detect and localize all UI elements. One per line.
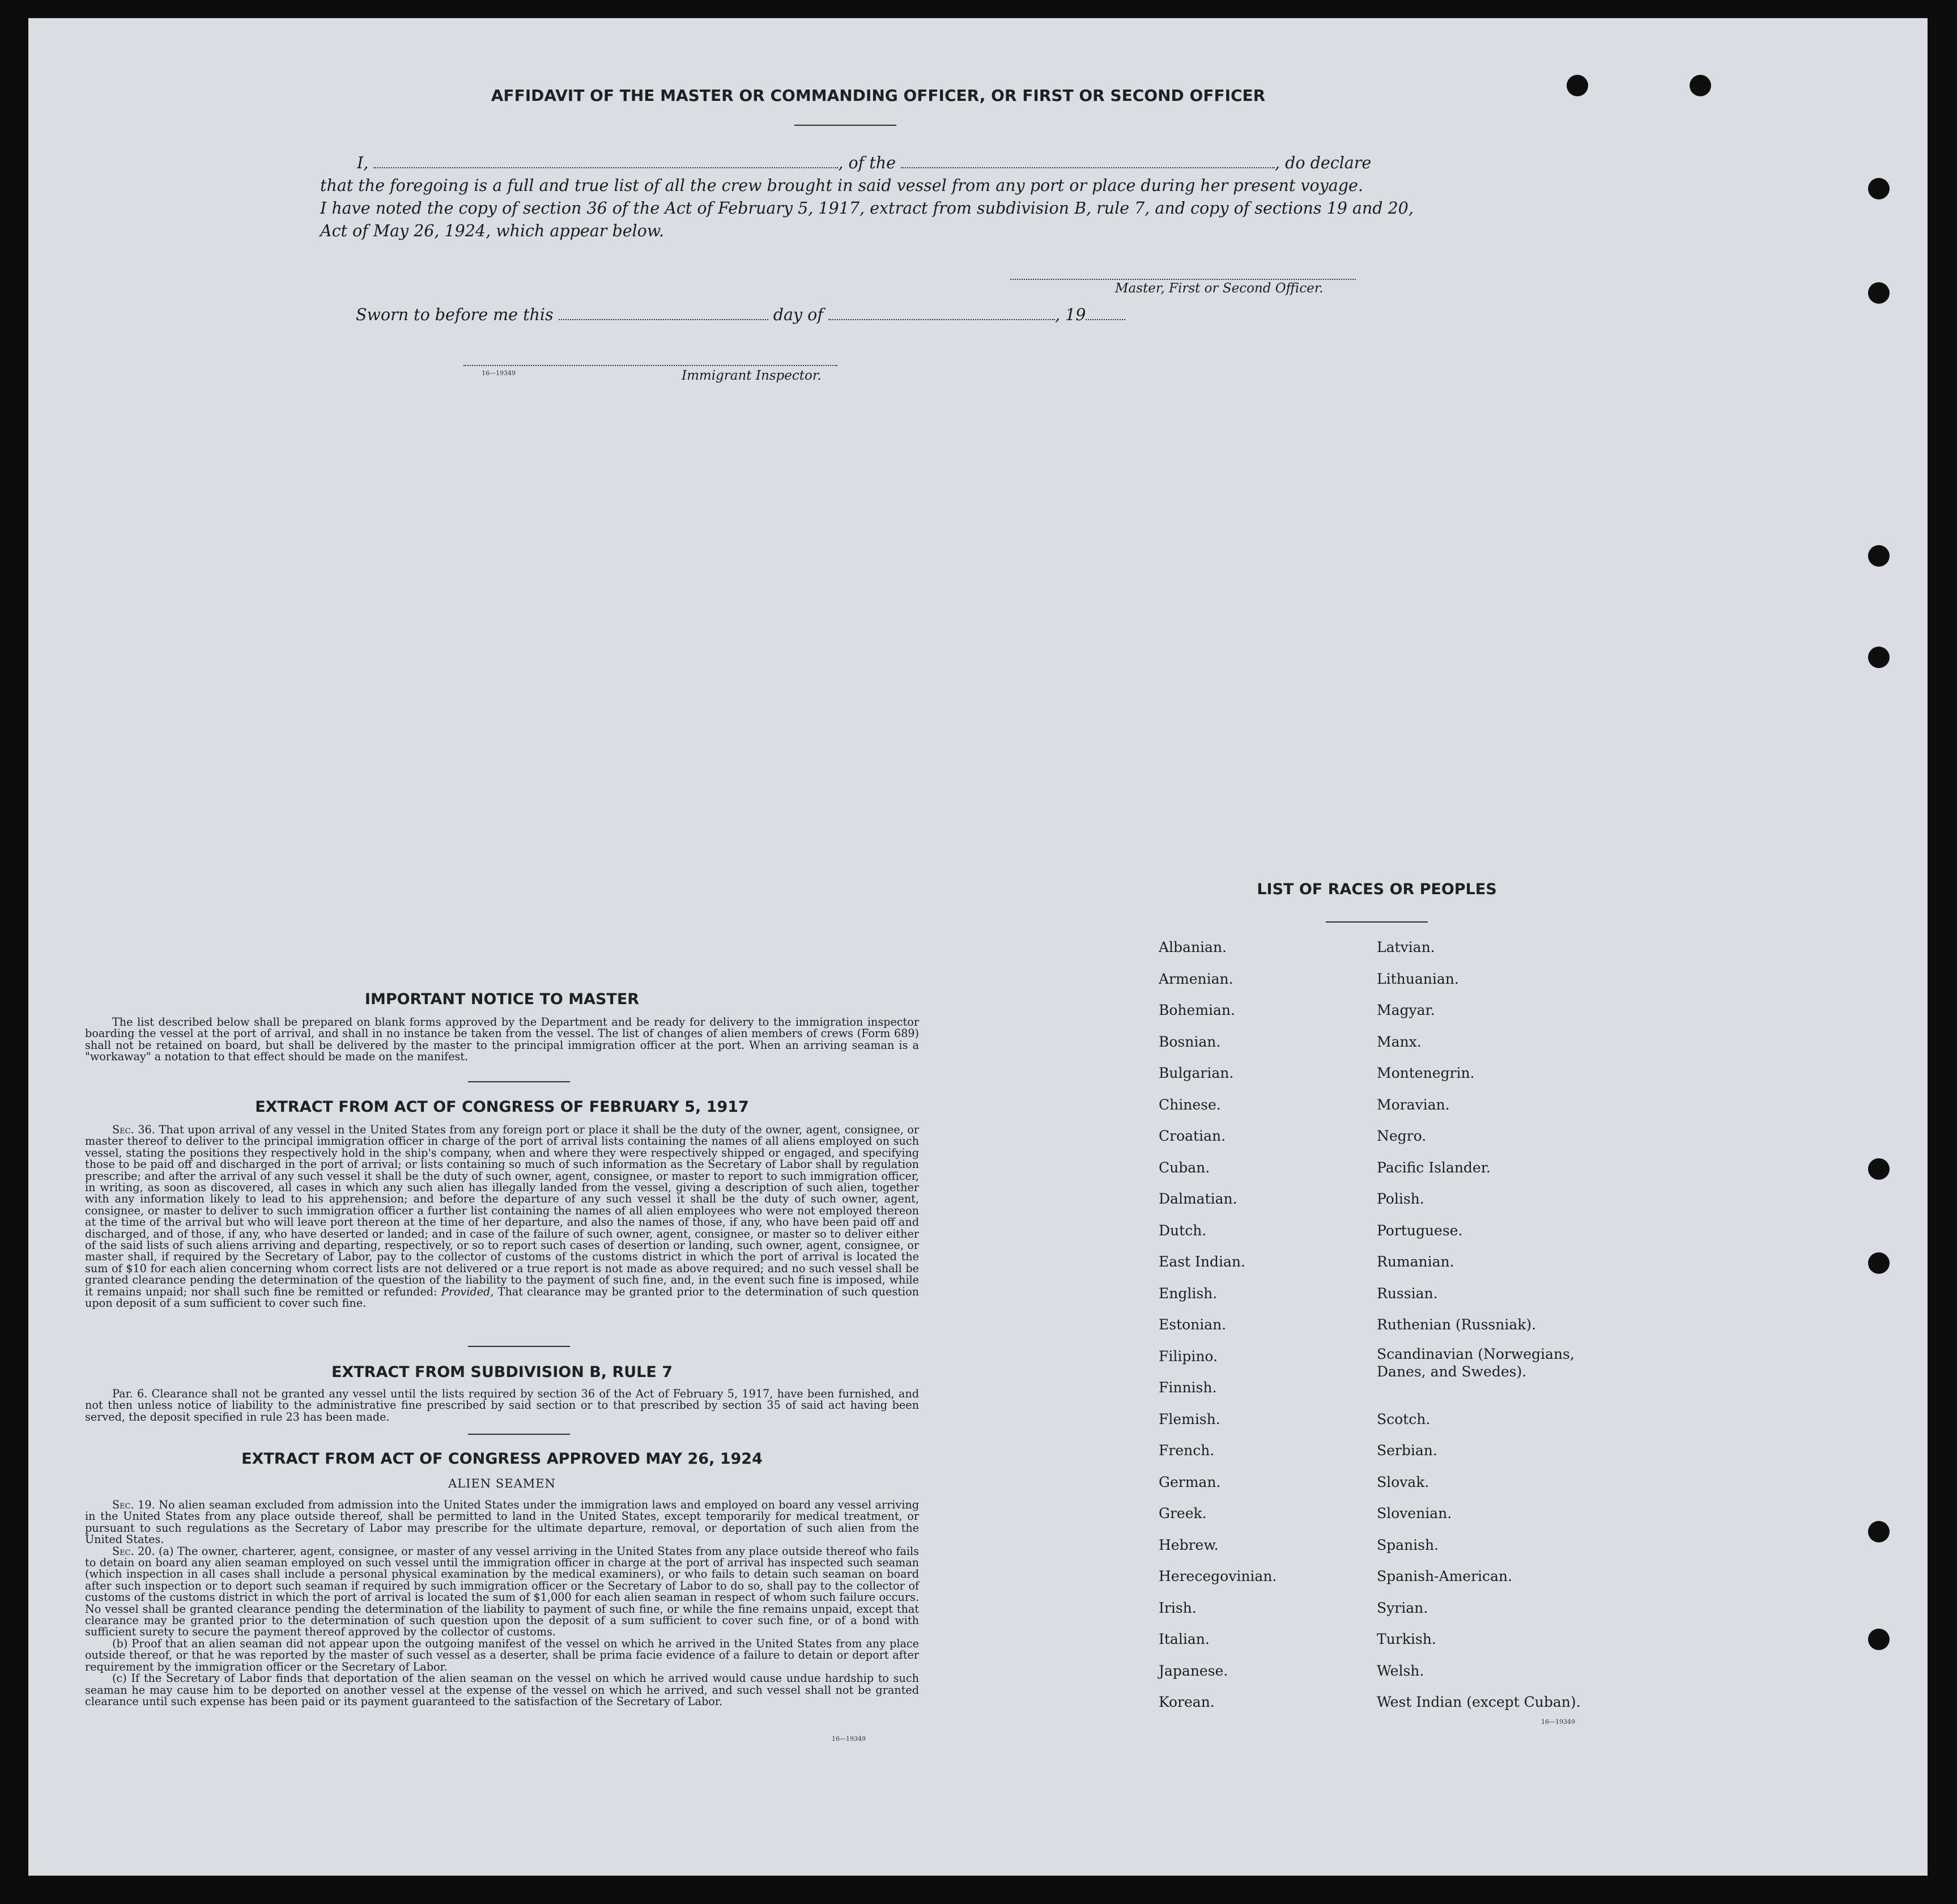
sworn-date-field[interactable] [559,305,768,320]
master-signature-label: Master, First or Second Officer. [1115,281,1324,296]
master-signature-line[interactable] [1010,279,1356,280]
race-item: Russian. [1377,1285,1438,1302]
notice-text [85,1017,919,1063]
races-form-number: 16—19349 [1541,1718,1575,1726]
race-item: Bulgarian. [1159,1065,1234,1081]
race-item: Slovenian. [1377,1505,1452,1522]
race-item: Turkish. [1377,1631,1436,1647]
affidavit-i: I, [357,154,369,172]
punch-hole [1868,1629,1890,1650]
sworn-prefix: Sworn to before me this [356,305,554,324]
race-item: Italian. [1159,1631,1210,1647]
race-item: Rumanian. [1377,1253,1454,1270]
race-item: Ruthenian (Russniak). [1377,1316,1537,1333]
race-item: Croatian. [1159,1128,1226,1144]
race-item: Slovak. [1377,1473,1430,1490]
race-item: Spanish-American. [1377,1568,1512,1584]
affidavit-declare: , do declare [1275,154,1372,172]
punch-hole [1868,1158,1890,1180]
race-item: Dutch. [1159,1222,1207,1239]
race-item: Hebrew. [1159,1536,1219,1553]
race-item: Scandinavian (Norwegians, Danes, and Swedes). [1377,1345,1575,1380]
race-item: Korean. [1159,1694,1215,1710]
race-item: Herecegovinian. [1159,1568,1277,1584]
punch-hole [1868,647,1890,668]
affidavit-line-3: I have noted the copy of section 36 of the Act of February 5, 1917, extract from subdivision B, rule 7, and copy of sections 19 and 20, [320,199,1414,218]
race-item: Flemish. [1159,1410,1220,1427]
races-title-rule [1326,921,1428,923]
affidavit-title-rule [794,125,896,126]
affidavit-line-2: that the foregoing is a full and true list of all the crew brought in said vessel from any port or place during her present voyage. [320,176,1363,195]
sworn-month-field[interactable] [828,305,1055,320]
notice-title: IMPORTANT NOTICE TO MASTER [364,991,640,1008]
race-item: Latvian. [1377,939,1435,955]
extract-1917-title: EXTRACT FROM ACT OF CONGRESS OF FEBRUARY 5, 1917 [255,1098,749,1116]
race-item: Albanian. [1159,939,1227,955]
race-item: Spanish. [1377,1536,1439,1553]
extract-1924-form-number: 16—19349 [832,1735,866,1742]
form-page [28,18,1928,1876]
affidavit-title: AFFIDAVIT OF THE MASTER OR COMMANDING OFFICER, OR FIRST OR SECOND OFFICER [491,86,1266,105]
race-item: Montenegrin. [1377,1065,1475,1081]
sec20-label: Sec. 20. [112,1544,155,1558]
race-item: Dalmatian. [1159,1191,1237,1207]
race-item: Bohemian. [1159,1002,1235,1018]
extract-1924-title: EXTRACT FROM ACT OF CONGRESS APPROVED MAY 26, 1924 [241,1450,763,1468]
sworn-line [356,304,1432,326]
races-right-column [1377,932,1615,1718]
notice-paragraph: The list described below shall be prepared on blank forms approved by the Department and be ready for delivery to the immigration inspector boarding the vessel at the port of arrival, and shall in no instance be taken from the vessel. The list of changes of alien members of crews (Form 689) shall not be retained on board, but shall be delivered by the master to the principal immigration officer at the port. When an arriving seaman is a "workaway" a notation to that effect should be made on the manifest. [85,1015,919,1064]
punch-hole [1868,178,1890,199]
race-item: West Indian (except Cuban). [1377,1694,1581,1710]
extract-rule7-rule [468,1434,570,1435]
affidavit-line-4: Act of May 26, 1924, which appear below. [320,222,664,240]
punch-hole [1690,75,1711,96]
races-title: LIST OF RACES OR PEOPLES [1257,881,1497,898]
race-item: Serbian. [1377,1442,1437,1459]
race-item: Polish. [1377,1191,1424,1207]
race-item: Greek. [1159,1505,1207,1522]
extract-rule7-paragraph: Par. 6. Clearance shall not be granted any vessel until the lists required by section 36 of the Act of February 5, 1917, have been furnished, and not then unless notice of liability to the administrative fine prescribed by said section or to that prescribed by section 35 of said act having been served, the deposit specified in rule 23 has been made. [85,1387,919,1423]
extract-rule7-text [85,1388,919,1423]
race-item: Welsh. [1377,1662,1424,1679]
race-item: Scotch. [1377,1410,1431,1427]
extract-1924-text [85,1499,919,1707]
race-item: Pacific Islander. [1377,1159,1491,1176]
sworn-day-of: day of [773,305,823,324]
race-item: Magyar. [1377,1002,1435,1018]
race-item: English. [1159,1285,1218,1302]
race-item: Syrian. [1377,1599,1428,1616]
race-item: Manx. [1377,1033,1422,1050]
sec19-text: No alien seaman excluded from admission into the United States under the immigration laws and employed on board any vessel arriving in the United States from any place outside thereof, shall be permitted to land in the United States, except temporarily for medical treatment, or pursuant to such regulations as the Secretary of Labor may prescribe for the ultimate departure, removal, or deportation of such alien from the United States. [85,1498,919,1546]
sec36-text: That upon arrival of any vessel in the United States from any foreign port or place it shall be the duty of the owner, agent, consignee, or master thereof to deliver to the principal immigration officer in charge of the port of arrival lists containing the names of all aliens employed on such vessel, stating the positions they respectively hold in the ship's company, when and where they were respectively shipped or engaged, and specifying those to be paid off and discharged in the port of arrival; or lists containing so much of such information as the Secretary of Labor shall by regulation prescribe; and after the arrival of any such vessel it shall be the duty of such owner, agent, consignee, or master to report to such immigration officer, in writing, as soon as discovered, all cases in which any such alien has illegally landed from the vessel, giving a description of such alien, together with any information likely to lead to his apprehension; and before the departure of any such vessel it shall be the duty of such owner, agent, consignee, or master to deliver to such immigration officer a further list containing the names of all alien employees who were not employed thereon at the time of the arrival but who will leave port thereon at the time of her departure, and also the names of those, if any, who have been paid off and discharged, and of those, if any, who have deserted or landed; and in case of the failure of such owner, agent, consignee, or master so to deliver either of the said lists of such aliens arriving and departing, respectively, or so to report such cases of desertion or landing, such owner, agent, consignee, or master shall, if required by the Secretary of Labor, pay to the collector of customs of the customs district in which the port of arrival is located the sum of $10 for each alien concerning whom correct lists are not delivered or a true report is not made as above required; and no such vessel shall be granted clearance pending the determination of the question of the liability to the payment of such fine, and, in the event such fine is imposed, while it remains unpaid; nor shall such fine be remitted or refunded: [85,1123,919,1298]
punch-hole [1868,545,1890,567]
sec36-provided: Provided, [441,1285,494,1298]
inspector-signature-line[interactable] [463,365,837,366]
vessel-name-field[interactable] [901,154,1275,168]
sec20c-paragraph: (c) If the Secretary of Labor finds that deportation of the alien seaman on the vessel on which he arrived would cause undue hardship to such seaman he may cause him to be deported on another vessel at the expense of the vessel on which he arrived, and such vessel shall not be granted clearance until such expense has been paid or its payment guaranteed to the satisfaction of the Secretary of Labor. [85,1672,919,1708]
race-item: Bosnian. [1159,1033,1221,1050]
inspector-label: Immigrant Inspector. [682,368,822,383]
extract-rule7-title: EXTRACT FROM SUBDIVISION B, RULE 7 [331,1363,673,1381]
sworn-year-field[interactable] [1086,305,1125,320]
race-item: Finnish. [1159,1379,1217,1396]
alien-seamen-subtitle: ALIEN SEAMEN [448,1477,556,1490]
race-item: Moravian. [1377,1096,1450,1113]
race-item: Negro. [1377,1128,1427,1144]
race-item: Estonian. [1159,1316,1227,1333]
sec19-label: Sec. 19. [112,1498,155,1511]
punch-hole [1868,1252,1890,1274]
affidavit-of-the: , of the [838,154,896,172]
race-item: French. [1159,1442,1215,1459]
punch-hole [1567,75,1588,96]
punch-hole [1868,1521,1890,1542]
race-item: Irish. [1159,1599,1197,1616]
sec20a-text: (a) The owner, charterer, agent, consignee, or master of any vessel arriving in the United States from any place outside thereof who fails to detain on board any alien seaman employed on such vessel until the immigration officer in charge at the port of arrival has inspected such seaman (which inspection in all cases shall include a personal physical examination by the medical examiners), or who fails to detain such seaman on board after such inspection or to deport such seaman if required by such immigration officer or the Secretary of Labor to do so, shall pay to the collector of customs of the customs district in which the port of arrival is located the sum of $1,000 for each alien seaman in respect of whom such failure occurs. No vessel shall be granted clearance pending the determination of the liability to payment of such fine, or while the fine remains unpaid, except that clearance may be granted prior to the determination of such question upon the deposit of a sum sufficient to cover such fine, or of a bond with sufficient surety to secure the payment thereof approved by the collector of customs. [85,1544,920,1639]
sec20b-paragraph: (b) Proof that an alien seaman did not appear upon the outgoing manifest of the vessel on which he arrived in the United States from any place outside thereof, or that he was reported by the master of such vessel as a deserter, shall be prima facie evidence of a failure to detain or deport after requirement by the immigration officer or the Secretary of Labor. [85,1637,919,1673]
race-item: Lithuanian. [1377,970,1459,987]
extract-1917-text [85,1124,919,1310]
sec36-label: Sec. 36. [112,1123,155,1136]
race-item: Armenian. [1159,970,1233,987]
race-item: East Indian. [1159,1253,1245,1270]
extract-1917-paragraph [85,1124,919,1310]
race-item: Chinese. [1159,1096,1221,1113]
race-item: Portuguese. [1377,1222,1463,1239]
sec20a-paragraph [85,1546,919,1638]
race-item: Cuban. [1159,1159,1210,1176]
affidavit-line-1 [320,152,1397,175]
extract-1917-rule [468,1346,570,1347]
race-item: Japanese. [1159,1662,1228,1679]
punch-hole [1868,282,1890,304]
officer-name-field[interactable] [373,154,838,168]
races-left-column [1159,932,1363,1718]
sec36-text-end: That clearance may be granted prior to the determination of such question upon deposit of a sum sufficient to cover such fine. [85,1285,919,1310]
race-item: Filipino. [1159,1348,1218,1365]
sworn-year: , 19 [1054,305,1086,324]
affidavit-form-number: 16—19349 [482,369,516,377]
notice-rule [468,1081,570,1082]
sec19-paragraph [85,1499,919,1546]
race-item: German. [1159,1473,1221,1490]
